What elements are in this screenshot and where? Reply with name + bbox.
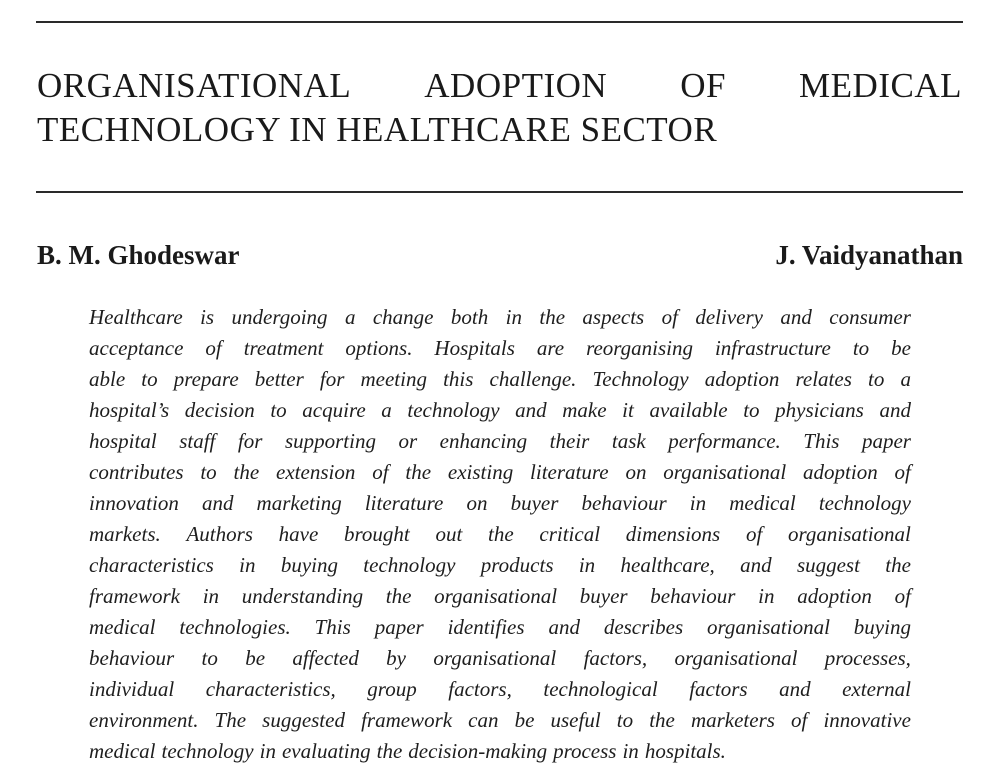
abstract-word: it (622, 398, 634, 422)
abstract-word: both (450, 305, 489, 329)
abstract-word: behaviour (89, 646, 175, 670)
abstract-word: contributes (89, 460, 184, 484)
abstract-word: marketing (256, 491, 342, 515)
abstract-word: paper (861, 429, 911, 453)
abstract-word: literature (530, 460, 609, 484)
abstract-word: of (894, 584, 911, 608)
abstract-word: in (622, 739, 639, 763)
abstract-word: framework (89, 584, 180, 608)
abstract-word: to (852, 336, 870, 360)
abstract-word: options. (345, 336, 413, 360)
abstract-word: behaviour (650, 584, 736, 608)
abstract-word: group (367, 677, 417, 701)
abstract-word: marketers (690, 708, 775, 732)
abstract-line (89, 705, 911, 736)
abstract-word: the (885, 553, 911, 577)
abstract-word: critical (539, 522, 601, 546)
abstract-word: the (233, 460, 260, 484)
abstract-word: and (515, 398, 547, 422)
abstract-word: in (689, 491, 707, 515)
abstract-word: brought (344, 522, 410, 546)
title-word: MEDICAL (799, 66, 962, 105)
abstract-word: to (270, 398, 287, 422)
abstract-word: to (200, 460, 217, 484)
abstract-word: process (553, 739, 617, 763)
abstract-word: a (900, 367, 911, 391)
abstract-word: task (611, 429, 646, 453)
abstract-word: this (443, 367, 474, 391)
abstract-word: literature (364, 491, 444, 515)
abstract-word: change (372, 305, 434, 329)
abstract-word: and (779, 677, 811, 701)
abstract-word: environment. (89, 708, 199, 732)
abstract-word: decision-making (408, 739, 548, 763)
abstract-word: in (505, 305, 522, 329)
abstract-word: buying (853, 615, 911, 639)
abstract-word: to (141, 367, 158, 391)
abstract-word: affected (292, 646, 359, 670)
abstract-word: and (201, 491, 234, 515)
abstract-word: acquire (302, 398, 366, 422)
abstract-word: to (616, 708, 634, 732)
abstract-word: prepare (173, 367, 239, 391)
abstract-word: markets. (89, 522, 161, 546)
abstract-word: the (539, 305, 566, 329)
abstract-word: and (879, 398, 911, 422)
abstract-word: undergoing (231, 305, 328, 329)
abstract-word: a (344, 305, 356, 329)
abstract-word: are (536, 336, 565, 360)
abstract-word: Technology (592, 367, 689, 391)
abstract-word: useful (550, 708, 601, 732)
abstract-word: organisational (434, 584, 558, 608)
abstract-word: innovative (823, 708, 911, 732)
abstract-word: behaviour (581, 491, 667, 515)
abstract-line (89, 581, 911, 612)
abstract-word: out (435, 522, 463, 546)
abstract-word: buying (280, 553, 338, 577)
abstract-word: infrastructure (714, 336, 831, 360)
abstract-line (89, 302, 911, 333)
abstract (89, 302, 911, 767)
abstract-word: of (894, 460, 911, 484)
abstract-word: factors, (583, 646, 648, 670)
abstract-word: and (780, 305, 812, 329)
abstract-word: aspects (582, 305, 645, 329)
abstract-word: healthcare, (620, 553, 715, 577)
title-word: ORGANISATIONAL (37, 66, 352, 105)
abstract-word: their (549, 429, 590, 453)
abstract-word: delivery (695, 305, 763, 329)
abstract-word: adoption (704, 367, 780, 391)
abstract-line (89, 612, 911, 643)
abstract-word: have (278, 522, 319, 546)
abstract-line (89, 519, 911, 550)
abstract-word: challenge. (489, 367, 577, 391)
abstract-word: make (562, 398, 607, 422)
abstract-word: by (386, 646, 406, 670)
abstract-word: medical (729, 491, 796, 515)
abstract-word: of (791, 708, 808, 732)
abstract-word: is (200, 305, 215, 329)
abstract-word: products (480, 553, 554, 577)
abstract-word: in (578, 553, 596, 577)
abstract-line (89, 395, 911, 426)
abstract-word: be (245, 646, 266, 670)
abstract-word: organisational (707, 615, 830, 639)
abstract-word: be (891, 336, 911, 360)
abstract-word: understanding (241, 584, 364, 608)
title-word: ADOPTION (424, 66, 608, 105)
abstract-word: the (488, 522, 514, 546)
abstract-word: on (466, 491, 488, 515)
abstract-word: paper (374, 615, 424, 639)
abstract-line (89, 457, 911, 488)
abstract-line (89, 426, 911, 457)
abstract-word: organisational (433, 646, 557, 670)
abstract-word: treatment (243, 336, 324, 360)
abstract-word: individual (89, 677, 175, 701)
abstract-word: external (842, 677, 911, 701)
abstract-word: processes, (824, 646, 911, 670)
abstract-word: consumer (829, 305, 911, 329)
abstract-line (89, 736, 911, 767)
abstract-word: to (201, 646, 218, 670)
title-line-1 (37, 64, 962, 108)
abstract-word: to (867, 367, 885, 391)
abstract-word: in (239, 553, 256, 577)
abstract-word: evaluating (281, 739, 371, 763)
abstract-word: relates (795, 367, 852, 391)
abstract-word: organisational (663, 460, 787, 484)
abstract-word: performance. (668, 429, 781, 453)
abstract-word: Healthcare (89, 305, 183, 329)
abstract-word: in (202, 584, 220, 608)
abstract-word: Hospitals (434, 336, 515, 360)
abstract-line (89, 488, 911, 519)
abstract-word: the (649, 708, 675, 732)
abstract-word: organisational (674, 646, 798, 670)
author-name: J. Vaidyanathan (775, 240, 963, 270)
abstract-word: This (803, 429, 840, 453)
paper-title (37, 64, 962, 152)
abstract-word: of (205, 336, 222, 360)
abstract-word: technologies. (179, 615, 291, 639)
abstract-word: reorganising (586, 336, 694, 360)
abstract-word: can (468, 708, 499, 732)
abstract-word: hospitals. (644, 739, 726, 763)
abstract-word: characteristics, (205, 677, 336, 701)
author-list (37, 238, 963, 272)
top-rule (36, 21, 963, 23)
abstract-line (89, 674, 911, 705)
abstract-word: buyer (510, 491, 559, 515)
abstract-word: the (385, 584, 412, 608)
abstract-word: medical (89, 615, 156, 639)
abstract-word: in (259, 739, 276, 763)
abstract-word: of (745, 522, 763, 546)
abstract-word: physicians (775, 398, 864, 422)
abstract-word: hospital’s (89, 398, 170, 422)
abstract-word: Authors (186, 522, 253, 546)
abstract-word: of (661, 305, 678, 329)
abstract-word: technology (363, 553, 456, 577)
abstract-line (89, 550, 911, 581)
abstract-word: This (314, 615, 351, 639)
abstract-word: meeting (360, 367, 427, 391)
abstract-word: suggest (796, 553, 860, 577)
abstract-word: technology (161, 739, 254, 763)
abstract-word: or (398, 429, 418, 453)
abstract-word: able (89, 367, 126, 391)
abstract-word: identifies (447, 615, 525, 639)
abstract-word: adoption (803, 460, 878, 484)
abstract-word: factors, (448, 677, 512, 701)
abstract-word: on (625, 460, 647, 484)
abstract-line (89, 643, 911, 674)
abstract-word: factors (689, 677, 748, 701)
abstract-word: the (405, 460, 432, 484)
abstract-word: for (237, 429, 263, 453)
abstract-word: suggested (262, 708, 345, 732)
abstract-word: be (514, 708, 535, 732)
abstract-word: and (740, 553, 772, 577)
abstract-word: and (548, 615, 580, 639)
abstract-word: adoption (797, 584, 872, 608)
abstract-word: to (743, 398, 760, 422)
abstract-line (89, 333, 911, 364)
abstract-word: of (372, 460, 389, 484)
abstract-word: staff (179, 429, 216, 453)
bottom-rule (36, 191, 963, 193)
abstract-word: technology (818, 491, 911, 515)
abstract-word: acceptance (89, 336, 184, 360)
abstract-word: framework (361, 708, 453, 732)
abstract-word: characteristics (89, 553, 214, 577)
abstract-word: supporting (284, 429, 376, 453)
abstract-line (89, 364, 911, 395)
abstract-word: in (758, 584, 775, 608)
abstract-word: hospital (89, 429, 157, 453)
abstract-word: organisational (787, 522, 911, 546)
author-name: B. M. Ghodeswar (37, 240, 240, 270)
abstract-word: technological (543, 677, 658, 701)
abstract-word: The (214, 708, 247, 732)
abstract-word: a (381, 398, 392, 422)
abstract-word: describes (603, 615, 684, 639)
abstract-word: available (649, 398, 728, 422)
abstract-word: medical (89, 739, 156, 763)
abstract-word: innovation (89, 491, 179, 515)
abstract-word: the (376, 739, 403, 763)
abstract-word: existing (447, 460, 514, 484)
abstract-word: for (319, 367, 345, 391)
abstract-word: dimensions (625, 522, 721, 546)
abstract-word: enhancing (439, 429, 528, 453)
title-word: OF (680, 66, 726, 105)
title-line-2: TECHNOLOGY IN HEALTHCARE SECTOR (37, 110, 718, 149)
abstract-word: extension (276, 460, 356, 484)
abstract-word: decision (184, 398, 255, 422)
abstract-word: better (254, 367, 304, 391)
abstract-word: technology (407, 398, 500, 422)
abstract-word: buyer (579, 584, 628, 608)
